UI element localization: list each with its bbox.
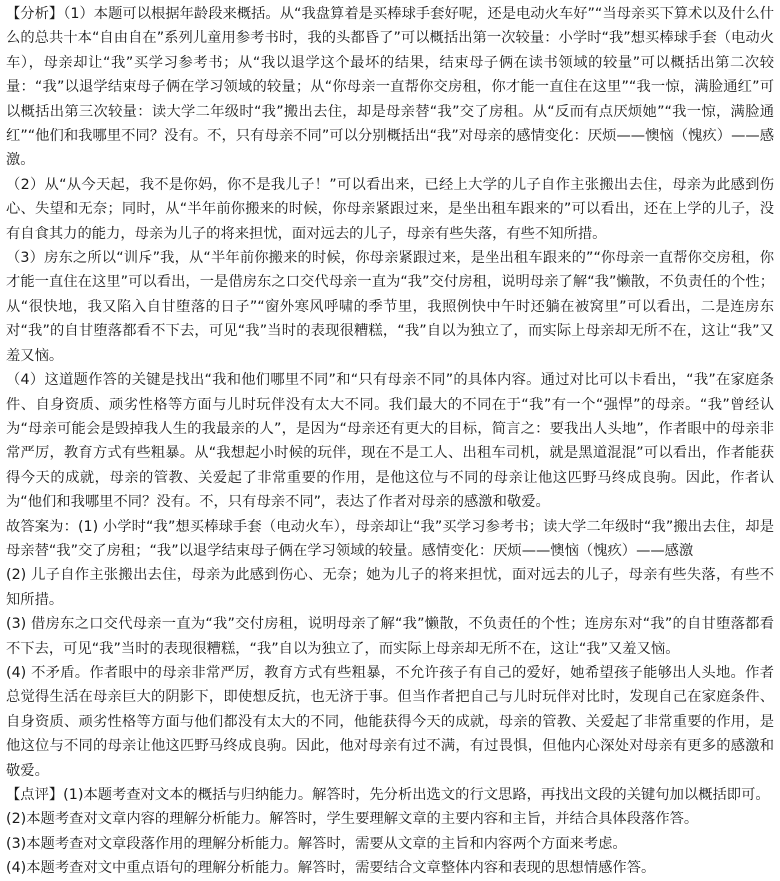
comment-paragraph-2: (2)本题考查对文章内容的理解分析能力。解答时，学生要理解文章的主要内容和主旨，并结合具体段落作答。 [6,811,699,828]
analysis-paragraph-1: 【分析】（1）本题可以根据年龄段来概括。从“我盘算着是买棒球手套好呢，还是电动火车好”“当母亲买下算术以及什么什么的总共十本“自由自在”系列儿童用参考书时，我的头都昏了”可以概括出第一次较量：小学时“我”想买棒球手套（电动火车），母亲却让“我”买学习参考书；从“我以退学这个最坏的结果，结束母子俩在读书领域的较量”可以概括出第二次较量：“我”以退学结束母子俩在学习领域的较量；从“你母亲一直帮你交房租，你才能一直住在这里”“我一惊，满脸通红”可以概括出第三次较量：读大学二年级时“我”搬出去住，却是母亲替“我”交了房租。从“反而有点厌烦她”“我一惊，满脸通红”“他们和我哪里不同？没有。不，只有母亲不同”可以分别概括出“我”对母亲的感情变化：厌烦——懊恼（愧疚）——感激。 [6,6,774,169]
comment-paragraph-1: 【点评】(1)本题考查对文本的概括与归纳能力。解答时，先分析出选文的行文思路，再找出文段的关键句加以概括即可。 [6,787,770,803]
analysis-paragraph-3: （3）房东之所以“训斥”我，从“半年前你搬来的时候，你母亲紧跟过来，是坐出租车跟来的”“你母亲一直帮你交房租，你才能一直住在这里”可以看出，一是借房东之口交代母亲一直为“我”交付房租，说明母亲了解“我”懒散，不负责任的个性；从“很快地，我又陷入自甘堕落的日子”“窗外寒风呼啸的季节里，我照例快中午时还躺在被窝里”可以看出，二是连房东对“我”的自甘堕落都看不下去，可见“我”当时的表现很糟糕，“我”自以为独立了，而实际上母亲却无所不在，这让“我”又羞又恼。 [6,250,774,364]
comment-paragraph-3: (3)本题考查对文章段落作用的理解分析能力。解答时，需要从文章的主旨和内容两个方面来考虑。 [6,835,627,852]
answer-paragraph-1: 故答案为：(1) 小学时“我”想买棒球手套（电动火车），母亲却让“我”买学习参考书；读大学二年级时“我”搬出去住，却是母亲替“我”交了房租；“我”以退学结束母子俩在学习领域的较量。感情变化：厌烦——懊恼（愧疚）——感激 [6,518,774,559]
answer-paragraph-4: (4) 不矛盾。作者眼中的母亲非常严厉，教育方式有些粗暴，不允许孩子有自己的爱好，她希望孩子能够出人头地。作者总觉得生活在母亲巨大的阴影下，即使想反抗，也无济于事。但当作者把自己与儿时玩伴对比时，发现自己在家庭条件、自身资质、顽劣性格等方面与他们都没有太大的不同，他能获得今天的成就，母亲的管教、关爱起了非常重要的作用，是他这位与不同的母亲让他这匹野马终成良驹。因此，他对母亲有过不满，有过畏惧，但他内心深处对母亲有更多的感激和敬爱。 [6,664,774,779]
comment-paragraph-4: (4)本题考查对文中重点语句的理解分析能力。解答时，需要结合文章整体内容和表现的思想情感作答。 [6,860,656,877]
analysis-paragraph-4: （4）这道题作答的关键是找出“我和他们哪里不同”和“只有母亲不同”的具体内容。通过对比可以卡看出，“我”在家庭条件、自身资质、顽劣性格等方面与儿时玩伴没有太大不同。我们最大的不同在于“我”有一个“强悍”的母亲。“我”曾经认为“母亲可能会是毁掉我人生的我最亲的人”，是因为“母亲还有更大的目标，简言之：要我出人头地”，作者眼中的母亲非常严厉，教育方式有些粗暴。从“我想起小时候的玩伴，现在不是工人、出租车司机，就是黑道混混”可以看出，作者能获得今天的成就，母亲的管教、关爱起了非常重要的作用，是他这位与不同的母亲让他这匹野马终成良驹。因此，作者认为“他们和我哪里不同？没有。不，只有母亲不同”，表达了作者对母亲的感激和敬爱。 [6,372,774,511]
answer-paragraph-2: (2) 儿子自作主张搬出去住，母亲为此感到伤心、无奈；她为儿子的将来担忧，面对远去的儿子，母亲有些失落，有些不知所措。 [6,567,774,608]
answer-paragraph-3: (3) 借房东之口交代母亲一直为“我”交付房租，说明母亲了解“我”懒散，不负责任的个性；连房东对“我”的自甘堕落都看不下去，可见“我”当时的表现很糟糕，“我”自以为独立了，而实际上母亲却无所不在，这让“我”又羞又恼。 [6,616,774,657]
analysis-paragraph-2: （2）从“从今天起，我不是你妈，你不是我儿子！”可以看出来，已经上大学的儿子自作主张搬出去住，母亲为此感到伤心、失望和无奈；同时，从“半年前你搬来的时候，你母亲紧跟过来，是坐出租车跟来的”可以看出，还在上学的儿子，没有自食其力的能力，母亲为儿子的将来担忧，面对远去的儿子，母亲有些失落，有些不知所措。 [6,176,774,242]
